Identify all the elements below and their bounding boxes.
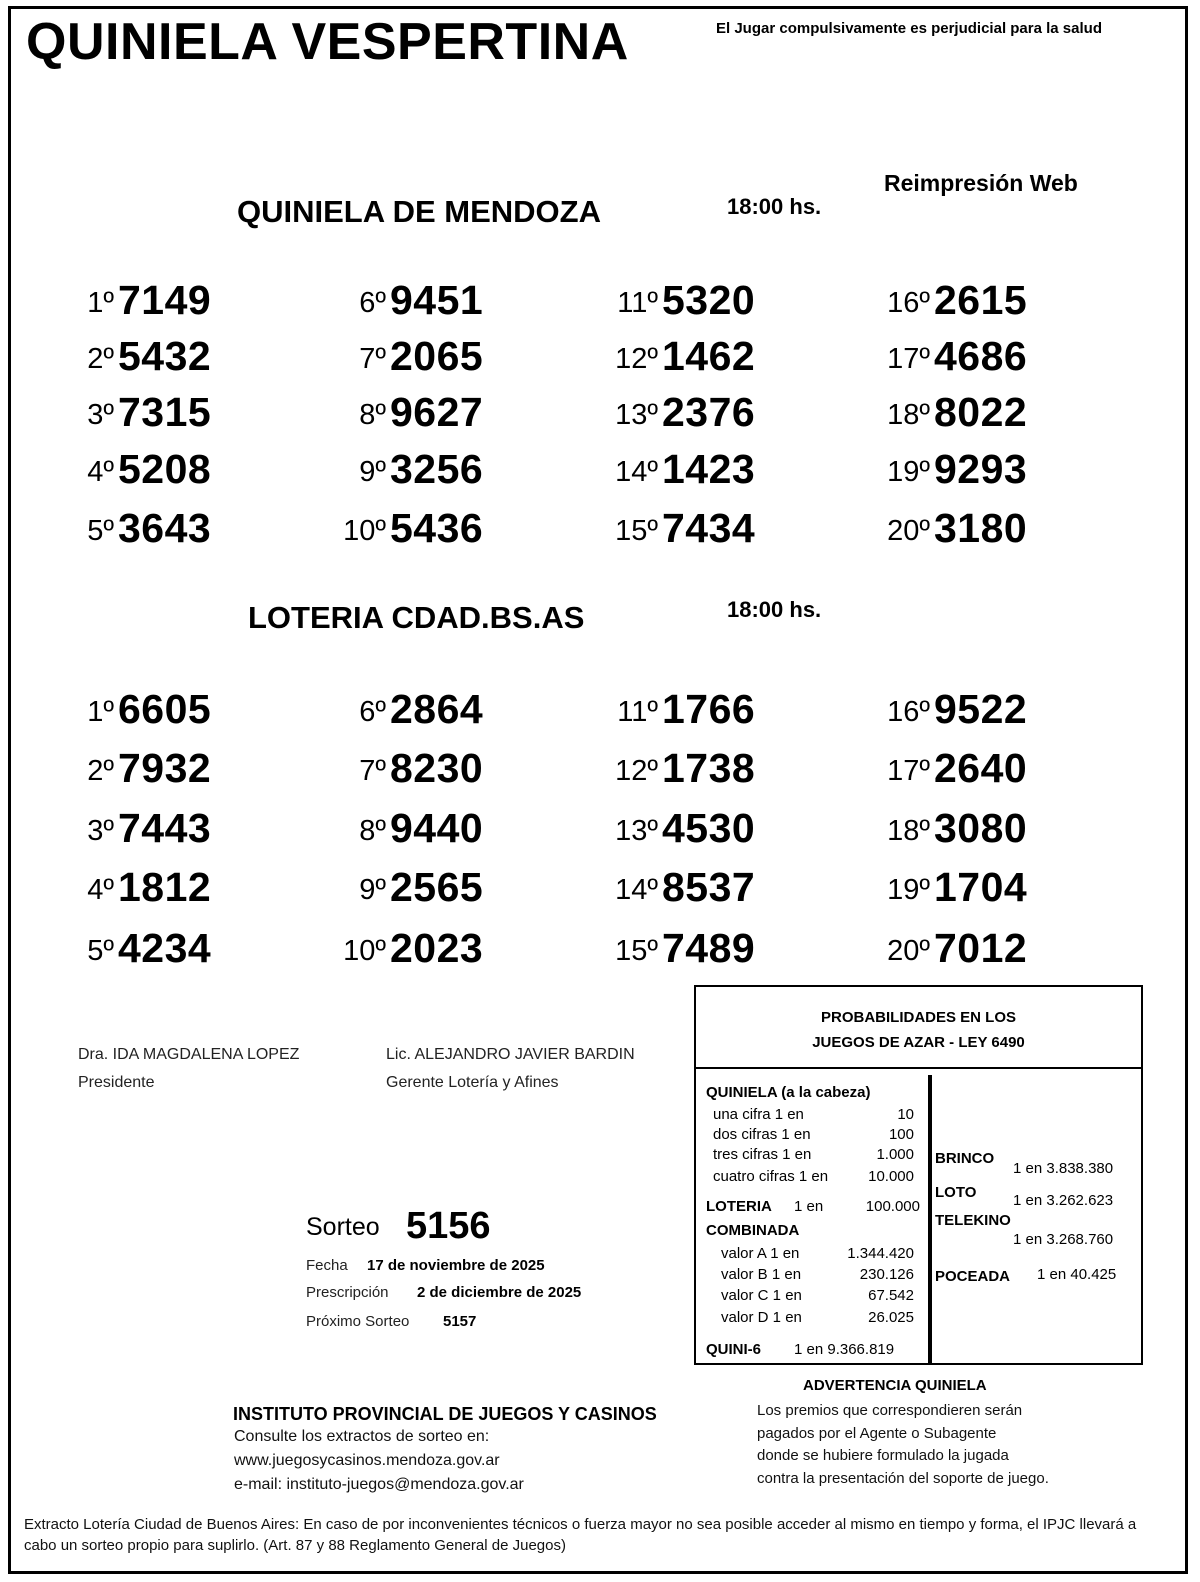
combinada-prob-title: COMBINADA (706, 1222, 800, 1239)
result-number: 1766 (662, 686, 756, 732)
result-number: 1423 (662, 446, 756, 492)
loteria-prob-value: 100.000 (865, 1198, 920, 1215)
institute-consult-line: Consulte los extractos de sorteo en: (234, 1428, 490, 1445)
probabilities-header (696, 987, 1141, 1069)
poceada-prob-label: POCEADA (935, 1268, 1011, 1285)
signature-role: Presidente (78, 1074, 155, 1091)
prob-row-label: dos cifras 1 en (713, 1126, 811, 1143)
brinco-prob-label: BRINCO (935, 1150, 995, 1167)
result-position: 13º (615, 815, 658, 847)
proximo-value: 5157 (443, 1313, 477, 1330)
health-warning: El Jugar compulsivamente es perjudicial para la salud (716, 20, 1102, 37)
reprint-label: Reimpresión Web (884, 170, 1078, 196)
proximo-label: Próximo Sorteo (306, 1313, 410, 1330)
result-number: 8230 (390, 745, 484, 791)
prob-row-value: 1.000 (876, 1146, 914, 1163)
result-position: 19º (887, 874, 930, 906)
result-position: 5º (87, 515, 114, 547)
signature-name: Dra. IDA MAGDALENA LOPEZ (78, 1046, 300, 1063)
result-position: 16º (887, 696, 930, 728)
result-position: 12º (615, 343, 658, 375)
telekino-prob-value: 1 en 3.268.760 (1013, 1231, 1114, 1248)
result-position: 2º (87, 343, 114, 375)
result-position: 20º (887, 935, 930, 967)
result-position: 17º (887, 343, 930, 375)
result-position: 20º (887, 515, 930, 547)
telekino-prob-label: TELEKINO (935, 1212, 1011, 1229)
result-number: 3080 (934, 805, 1028, 851)
result-number: 1812 (118, 864, 212, 910)
result-position: 6º (359, 287, 386, 319)
page-title: QUINIELA VESPERTINA (26, 13, 629, 71)
result-position: 10º (343, 935, 386, 967)
result-number: 2065 (390, 333, 484, 379)
advertencia-line: donde se hubiere formulado la jugada (757, 1447, 1009, 1464)
quini6-prob-value: 1 en 9.366.819 (794, 1341, 895, 1358)
signature-name: Lic. ALEJANDRO JAVIER BARDIN (386, 1046, 635, 1063)
signature-role: Gerente Lotería y Afines (386, 1074, 559, 1091)
result-number: 2864 (390, 686, 484, 732)
result-number: 7315 (118, 389, 212, 435)
draw-time-mendoza: 18:00 hs. (727, 194, 822, 219)
result-number: 2023 (390, 925, 484, 971)
prob-row-value: 26.025 (868, 1309, 914, 1326)
result-number: 5208 (118, 446, 212, 492)
quini6-prob-label: QUINI-6 (706, 1341, 762, 1358)
result-number: 5436 (390, 505, 484, 551)
loto-prob-label: LOTO (935, 1184, 977, 1201)
fecha-value: 17 de noviembre de 2025 (367, 1257, 545, 1274)
result-number: 8537 (662, 864, 756, 910)
prob-row-value: 1.344.420 (847, 1245, 914, 1262)
result-position: 17º (887, 755, 930, 787)
result-number: 7434 (662, 505, 756, 551)
result-position: 8º (359, 815, 386, 847)
result-number: 9522 (934, 686, 1028, 732)
prescripcion-value: 2 de diciembre de 2025 (417, 1284, 582, 1301)
result-position: 4º (87, 874, 114, 906)
prob-row-value: 67.542 (868, 1287, 914, 1304)
result-number: 7489 (662, 925, 756, 971)
result-number: 1462 (662, 333, 756, 379)
draw-time-ciudad: 18:00 hs. (727, 597, 822, 622)
result-number: 7149 (118, 277, 212, 323)
result-position: 13º (615, 399, 658, 431)
prob-row-label: cuatro cifras 1 en (713, 1168, 829, 1185)
institute-email[interactable]: e-mail: instituto-juegos@mendoza.gov.ar (234, 1476, 524, 1493)
result-position: 2º (87, 755, 114, 787)
result-position: 3º (87, 399, 114, 431)
result-position: 19º (887, 456, 930, 488)
result-position: 4º (87, 456, 114, 488)
result-number: 1738 (662, 745, 756, 791)
result-position: 8º (359, 399, 386, 431)
result-position: 15º (615, 515, 658, 547)
result-number: 5320 (662, 277, 756, 323)
brinco-prob-value: 1 en 3.838.380 (1013, 1160, 1114, 1177)
prob-row-label: una cifra 1 en (713, 1106, 804, 1123)
result-position: 18º (887, 399, 930, 431)
result-number: 4530 (662, 805, 756, 851)
probabilities-title: PROBABILIDADES EN LOS (820, 1009, 1016, 1026)
result-number: 9440 (390, 805, 484, 851)
result-position: 10º (343, 515, 386, 547)
probabilities-subtitle: JUEGOS DE AZAR - LEY 6490 (812, 1034, 1025, 1051)
result-position: 3º (87, 815, 114, 847)
result-number: 4234 (118, 925, 212, 971)
quiniela-prob-title: QUINIELA (a la cabeza) (706, 1084, 871, 1101)
result-position: 11º (617, 696, 658, 728)
advertencia-line: pagados por el Agente o Subagente (757, 1425, 997, 1442)
result-number: 2615 (934, 277, 1028, 323)
result-position: 7º (359, 343, 386, 375)
prob-row-label: valor B 1 en (721, 1266, 802, 1283)
result-number: 9627 (390, 389, 484, 435)
loteria-prob-en: 1 en (794, 1198, 824, 1215)
result-number: 8022 (934, 389, 1028, 435)
result-number: 7012 (934, 925, 1028, 971)
result-position: 1º (87, 287, 114, 319)
prob-row-label: valor A 1 en (721, 1245, 800, 1262)
result-position: 15º (615, 935, 658, 967)
result-number: 7443 (118, 805, 212, 851)
draw-title-ciudad: LOTERIA CDAD.BS.AS (248, 600, 585, 635)
prob-row-label: tres cifras 1 en (713, 1146, 812, 1163)
result-number: 5432 (118, 333, 212, 379)
result-number: 9293 (934, 446, 1028, 492)
poceada-prob-value: 1 en 40.425 (1037, 1266, 1117, 1283)
result-position: 5º (87, 935, 114, 967)
result-number: 3643 (118, 505, 212, 551)
result-position: 14º (615, 456, 658, 488)
advertencia-line: contra la presentación del soporte de juego. (757, 1470, 1049, 1487)
result-number: 1704 (934, 864, 1028, 910)
result-number: 4686 (934, 333, 1028, 379)
institute-website[interactable]: www.juegosycasinos.mendoza.gov.ar (234, 1452, 500, 1469)
result-number: 3180 (934, 505, 1028, 551)
fecha-label: Fecha (306, 1257, 348, 1274)
prob-row-label: valor D 1 en (721, 1309, 802, 1326)
draw-title-mendoza: QUINIELA DE MENDOZA (237, 194, 601, 229)
prob-row-value: 10 (897, 1106, 914, 1123)
result-position: 9º (359, 874, 386, 906)
probabilities-box (694, 985, 1143, 1365)
advertencia-title: ADVERTENCIA QUINIELA (803, 1377, 987, 1394)
prescripcion-label: Prescripción (306, 1284, 389, 1301)
result-position: 9º (359, 456, 386, 488)
result-position: 6º (359, 696, 386, 728)
prob-row-label: valor C 1 en (721, 1287, 802, 1304)
probabilities-divider (928, 1075, 932, 1363)
result-position: 7º (359, 755, 386, 787)
prob-row-value: 10.000 (868, 1168, 914, 1185)
institute-name: INSTITUTO PROVINCIAL DE JUEGOS Y CASINOS (233, 1404, 657, 1424)
result-number: 2376 (662, 389, 756, 435)
result-number: 2640 (934, 745, 1028, 791)
result-position: 14º (615, 874, 658, 906)
loteria-prob-label: LOTERIA (706, 1198, 772, 1215)
prob-row-value: 100 (888, 1126, 914, 1143)
result-number: 9451 (390, 277, 484, 323)
result-position: 12º (615, 755, 658, 787)
result-number: 6605 (118, 686, 212, 732)
result-position: 1º (87, 696, 114, 728)
result-position: 11º (617, 287, 658, 319)
result-position: 16º (887, 287, 930, 319)
advertencia-line: Los premios que correspondieren serán (757, 1402, 1023, 1419)
footer-note: Extracto Lotería Ciudad de Buenos Aires: En caso de por inconvenientes técnicos o fuerza mayor no sea posible acceder al mismo en tiempo y forma, el IPJC llevará a cabo un sorteo propio para suplirlo. (Art. 87 y 88 Reglamento General de Juegos) (24, 1516, 1137, 1554)
sorteo-number: 5156 (406, 1205, 491, 1247)
result-number: 7932 (118, 745, 212, 791)
result-position: 18º (887, 815, 930, 847)
sorteo-label: Sorteo (306, 1213, 380, 1241)
result-number: 3256 (390, 446, 484, 492)
prob-row-value: 230.126 (859, 1266, 914, 1283)
result-number: 2565 (390, 864, 484, 910)
loto-prob-value: 1 en 3.262.623 (1013, 1192, 1114, 1209)
